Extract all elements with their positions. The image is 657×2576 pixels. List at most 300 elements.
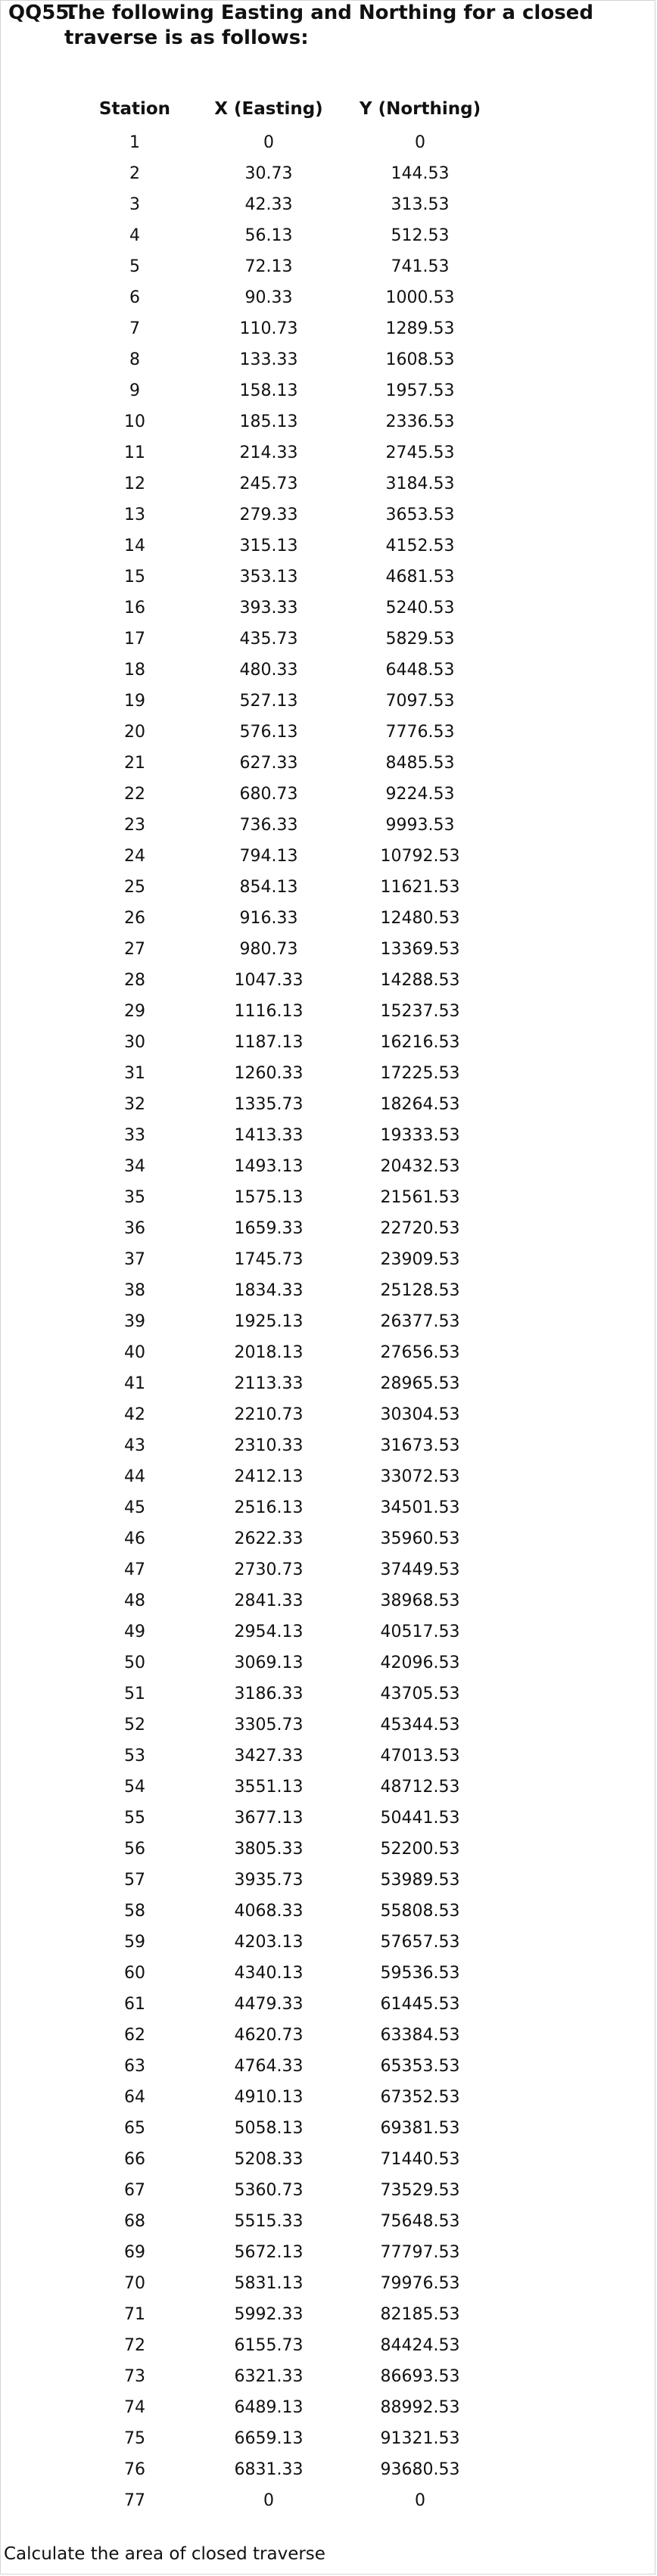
station-cell: 56	[124, 1840, 145, 1859]
header-station: Station	[98, 99, 171, 119]
easting-cell: 854.13	[239, 878, 298, 897]
northing-cell: 3653.53	[385, 506, 455, 524]
northing-cell: 65353.53	[380, 2057, 460, 2076]
table-row	[76, 1585, 496, 1616]
station-cell: 35	[124, 1188, 145, 1207]
northing-cell: 25128.53	[380, 1281, 460, 1300]
header-easting: X (Easting)	[214, 99, 323, 119]
table-row	[76, 2113, 496, 2144]
northing-cell: 741.53	[391, 257, 450, 276]
northing-cell: 1000.53	[385, 288, 455, 307]
table-row	[76, 2299, 496, 2330]
station-cell: 41	[124, 1374, 145, 1393]
station-cell: 31	[124, 1064, 145, 1083]
northing-cell: 55808.53	[380, 1902, 460, 1921]
easting-cell: 90.33	[244, 288, 293, 307]
table-row	[76, 934, 496, 965]
easting-cell: 2310.33	[234, 1436, 304, 1455]
northing-cell: 14288.53	[380, 971, 460, 990]
station-cell: 49	[124, 1622, 145, 1641]
station-cell: 77	[124, 2491, 145, 2510]
easting-cell: 5992.33	[234, 2305, 304, 2324]
easting-cell: 1413.33	[234, 1126, 304, 1145]
table-row	[76, 468, 496, 499]
easting-cell: 30.73	[244, 164, 293, 183]
northing-cell: 13369.53	[380, 940, 460, 959]
northing-cell: 6448.53	[385, 661, 455, 680]
station-cell: 70	[124, 2274, 145, 2293]
station-cell: 60	[124, 1964, 145, 1983]
easting-cell: 1745.73	[234, 1250, 304, 1269]
station-cell: 46	[124, 1529, 145, 1548]
northing-cell: 19333.53	[380, 1126, 460, 1145]
easting-cell: 680.73	[239, 785, 298, 804]
station-cell: 59	[124, 1933, 145, 1952]
easting-cell: 3677.13	[234, 1809, 304, 1828]
table-row	[76, 1213, 496, 1244]
northing-cell: 512.53	[391, 226, 450, 245]
easting-cell: 5208.33	[234, 2150, 304, 2169]
table-row	[76, 1616, 496, 1647]
table-row	[76, 2020, 496, 2051]
northing-cell: 4681.53	[385, 568, 455, 586]
northing-cell: 71440.53	[380, 2150, 460, 2169]
station-cell: 18	[124, 661, 145, 680]
table-row	[76, 1120, 496, 1151]
station-cell: 54	[124, 1778, 145, 1797]
northing-cell: 1608.53	[385, 350, 455, 369]
easting-cell: 916.33	[239, 909, 298, 928]
station-cell: 3	[129, 195, 140, 214]
station-cell: 69	[124, 2243, 145, 2262]
easting-cell: 1047.33	[234, 971, 304, 990]
station-cell: 28	[124, 971, 145, 990]
northing-cell: 16216.53	[380, 1033, 460, 1052]
table-row	[76, 810, 496, 841]
question-text-line-1: The following Easting and Northing for a closed	[64, 2, 593, 24]
table-row	[76, 2175, 496, 2206]
table-row	[76, 1275, 496, 1306]
table-row	[76, 2268, 496, 2299]
easting-cell: 1260.33	[234, 1064, 304, 1083]
northing-cell: 79976.53	[380, 2274, 460, 2293]
northing-cell: 5829.53	[385, 630, 455, 649]
easting-cell: 4910.13	[234, 2088, 304, 2107]
easting-cell: 5672.13	[234, 2243, 304, 2262]
station-cell: 61	[124, 1995, 145, 2014]
easting-cell: 3805.33	[234, 1840, 304, 1859]
station-cell: 36	[124, 1219, 145, 1238]
station-cell: 53	[124, 1747, 145, 1766]
northing-cell: 10792.53	[380, 847, 460, 866]
table-row	[76, 251, 496, 282]
easting-cell: 279.33	[239, 506, 298, 524]
station-cell: 10	[124, 412, 145, 431]
northing-cell: 50441.53	[380, 1809, 460, 1828]
easting-cell: 527.13	[239, 692, 298, 711]
northing-cell: 48712.53	[380, 1778, 460, 1797]
easting-cell: 6489.13	[234, 2398, 304, 2417]
station-cell: 8	[129, 350, 140, 369]
easting-cell: 6155.73	[234, 2336, 304, 2355]
easting-cell: 2210.73	[234, 1405, 304, 1424]
easting-cell: 4479.33	[234, 1995, 304, 2014]
northing-cell: 21561.53	[380, 1188, 460, 1207]
northing-cell: 45344.53	[380, 1716, 460, 1734]
table-row	[76, 686, 496, 717]
station-cell: 50	[124, 1654, 145, 1672]
station-cell: 68	[124, 2212, 145, 2231]
station-cell: 72	[124, 2336, 145, 2355]
northing-cell: 15237.53	[380, 1002, 460, 1021]
northing-cell: 23909.53	[380, 1250, 460, 1269]
table-row	[76, 1337, 496, 1368]
easting-cell: 72.13	[244, 257, 293, 276]
northing-cell: 86693.53	[380, 2367, 460, 2386]
northing-cell: 52200.53	[380, 1840, 460, 1859]
easting-cell: 3305.73	[234, 1716, 304, 1734]
easting-cell: 1116.13	[234, 1002, 304, 1021]
station-cell: 42	[124, 1405, 145, 1424]
station-cell: 5	[129, 257, 140, 276]
northing-cell: 31673.53	[380, 1436, 460, 1455]
station-cell: 13	[124, 506, 145, 524]
northing-cell: 12480.53	[380, 909, 460, 928]
table-row	[76, 1989, 496, 2020]
table-row	[76, 1772, 496, 1803]
northing-cell: 73529.53	[380, 2181, 460, 2200]
northing-cell: 4152.53	[385, 537, 455, 555]
station-cell: 15	[124, 568, 145, 586]
question-number: QQ55.	[8, 2, 77, 24]
table-row	[76, 313, 496, 344]
station-cell: 62	[124, 2026, 145, 2045]
easting-cell: 435.73	[239, 630, 298, 649]
table-row	[76, 1089, 496, 1120]
easting-cell: 2018.13	[234, 1343, 304, 1362]
northing-cell: 77797.53	[380, 2243, 460, 2262]
table-row	[76, 1306, 496, 1337]
easting-cell: 4068.33	[234, 1902, 304, 1921]
table-row	[76, 2485, 496, 2516]
northing-cell: 33072.53	[380, 1467, 460, 1486]
easting-cell: 4340.13	[234, 1964, 304, 1983]
station-cell: 20	[124, 723, 145, 742]
station-cell: 63	[124, 2057, 145, 2076]
easting-cell: 2516.13	[234, 1498, 304, 1517]
table-row	[76, 1834, 496, 1865]
station-cell: 66	[124, 2150, 145, 2169]
station-cell: 12	[124, 474, 145, 493]
table-row	[76, 375, 496, 406]
table-row	[76, 1523, 496, 1554]
station-cell: 22	[124, 785, 145, 804]
station-cell: 7	[129, 319, 140, 338]
northing-cell: 47013.53	[380, 1747, 460, 1766]
station-cell: 64	[124, 2088, 145, 2107]
northing-cell: 18264.53	[380, 1095, 460, 1114]
easting-cell: 42.33	[244, 195, 293, 214]
table-row	[76, 437, 496, 468]
table-row	[76, 2454, 496, 2485]
table-row	[76, 282, 496, 313]
easting-cell: 5058.13	[234, 2119, 304, 2138]
station-cell: 48	[124, 1591, 145, 1610]
northing-cell: 63384.53	[380, 2026, 460, 2045]
northing-cell: 2336.53	[385, 412, 455, 431]
station-cell: 26	[124, 909, 145, 928]
station-cell: 74	[124, 2398, 145, 2417]
northing-cell: 0	[415, 133, 425, 152]
northing-cell: 1957.53	[385, 381, 455, 400]
table-row	[76, 158, 496, 189]
table-row	[76, 655, 496, 686]
northing-cell: 37449.53	[380, 1560, 460, 1579]
northing-cell: 93680.53	[380, 2460, 460, 2479]
easting-cell: 353.13	[239, 568, 298, 586]
northing-cell: 61445.53	[380, 1995, 460, 2014]
station-cell: 65	[124, 2119, 145, 2138]
easting-cell: 6321.33	[234, 2367, 304, 2386]
easting-cell: 133.33	[239, 350, 298, 369]
northing-cell: 53989.53	[380, 1871, 460, 1890]
table-row	[76, 1927, 496, 1958]
station-cell: 76	[124, 2460, 145, 2479]
coordinates-table	[76, 91, 496, 2516]
northing-cell: 40517.53	[380, 1622, 460, 1641]
station-cell: 58	[124, 1902, 145, 1921]
easting-cell: 56.13	[244, 226, 293, 245]
easting-cell: 3935.73	[234, 1871, 304, 1890]
northing-cell: 1289.53	[385, 319, 455, 338]
easting-cell: 1493.13	[234, 1157, 304, 1176]
northing-cell: 22720.53	[380, 1219, 460, 1238]
station-cell: 17	[124, 630, 145, 649]
easting-cell: 5831.13	[234, 2274, 304, 2293]
table-row	[76, 872, 496, 903]
easting-cell: 794.13	[239, 847, 298, 866]
northing-cell: 57657.53	[380, 1933, 460, 1952]
easting-cell: 3186.33	[234, 1685, 304, 1703]
easting-cell: 480.33	[239, 661, 298, 680]
table-row	[76, 1430, 496, 1461]
table-row	[76, 1896, 496, 1927]
easting-cell: 315.13	[239, 537, 298, 555]
easting-cell: 158.13	[239, 381, 298, 400]
table-row	[76, 903, 496, 934]
station-cell: 67	[124, 2181, 145, 2200]
station-cell: 2	[129, 164, 140, 183]
table-row	[76, 1492, 496, 1523]
northing-cell: 313.53	[391, 195, 450, 214]
easting-cell: 1659.33	[234, 1219, 304, 1238]
northing-cell: 42096.53	[380, 1654, 460, 1672]
station-cell: 45	[124, 1498, 145, 1517]
table-row	[76, 1710, 496, 1741]
table-row	[76, 344, 496, 375]
table-row	[76, 1027, 496, 1058]
table-row	[76, 2423, 496, 2454]
table-row	[76, 748, 496, 779]
northing-cell: 67352.53	[380, 2088, 460, 2107]
table-row	[76, 2237, 496, 2268]
northing-cell: 17225.53	[380, 1064, 460, 1083]
easting-cell: 6659.13	[234, 2429, 304, 2448]
easting-cell: 980.73	[239, 940, 298, 959]
station-cell: 43	[124, 1436, 145, 1455]
table-row	[76, 1678, 496, 1710]
station-cell: 37	[124, 1250, 145, 1269]
easting-cell: 736.33	[239, 816, 298, 835]
northing-cell: 35960.53	[380, 1529, 460, 1548]
station-cell: 1	[129, 133, 140, 152]
table-row	[76, 2206, 496, 2237]
easting-cell: 2622.33	[234, 1529, 304, 1548]
table-row	[76, 530, 496, 562]
easting-cell: 4764.33	[234, 2057, 304, 2076]
easting-cell: 6831.33	[234, 2460, 304, 2479]
northing-cell: 91321.53	[380, 2429, 460, 2448]
easting-cell: 4620.73	[234, 2026, 304, 2045]
question-text-line-2: traverse is as follows:	[64, 26, 309, 49]
northing-cell: 59536.53	[380, 1964, 460, 1983]
station-cell: 71	[124, 2305, 145, 2324]
table-row	[76, 2330, 496, 2361]
station-cell: 55	[124, 1809, 145, 1828]
easting-cell: 3427.33	[234, 1747, 304, 1766]
easting-cell: 5515.33	[234, 2212, 304, 2231]
table-row	[76, 1058, 496, 1089]
table-row	[76, 1741, 496, 1772]
table-row	[76, 1554, 496, 1585]
northing-cell: 9224.53	[385, 785, 455, 804]
station-cell: 23	[124, 816, 145, 835]
table-header-row	[76, 91, 496, 127]
question-heading	[8, 1, 629, 51]
station-cell: 34	[124, 1157, 145, 1176]
table-row	[76, 1958, 496, 1989]
easting-cell: 2730.73	[234, 1560, 304, 1579]
northing-cell: 38968.53	[380, 1591, 460, 1610]
easting-cell: 1187.13	[234, 1033, 304, 1052]
station-cell: 21	[124, 754, 145, 773]
easting-cell: 0	[263, 2491, 274, 2510]
northing-cell: 69381.53	[380, 2119, 460, 2138]
easting-cell: 245.73	[239, 474, 298, 493]
northing-cell: 3184.53	[385, 474, 455, 493]
northing-cell: 34501.53	[380, 1498, 460, 1517]
table-row	[76, 562, 496, 593]
table-row	[76, 717, 496, 748]
easting-cell: 214.33	[239, 443, 298, 462]
northing-cell: 8485.53	[385, 754, 455, 773]
easting-cell: 4203.13	[234, 1933, 304, 1952]
easting-cell: 0	[263, 133, 274, 152]
northing-cell: 11621.53	[380, 878, 460, 897]
table-row	[76, 1865, 496, 1896]
table-row	[76, 499, 496, 530]
northing-cell: 30304.53	[380, 1405, 460, 1424]
northing-cell: 28965.53	[380, 1374, 460, 1393]
station-cell: 40	[124, 1343, 145, 1362]
easting-cell: 2113.33	[234, 1374, 304, 1393]
station-cell: 73	[124, 2367, 145, 2386]
table-row	[76, 996, 496, 1027]
table-row	[76, 1368, 496, 1399]
station-cell: 75	[124, 2429, 145, 2448]
station-cell: 25	[124, 878, 145, 897]
station-cell: 14	[124, 537, 145, 555]
table-row	[76, 779, 496, 810]
northing-cell: 7097.53	[385, 692, 455, 711]
station-cell: 29	[124, 1002, 145, 1021]
northing-cell: 2745.53	[385, 443, 455, 462]
northing-cell: 88992.53	[380, 2398, 460, 2417]
table-row	[76, 1151, 496, 1182]
station-cell: 51	[124, 1685, 145, 1703]
station-cell: 44	[124, 1467, 145, 1486]
station-cell: 57	[124, 1871, 145, 1890]
station-cell: 38	[124, 1281, 145, 1300]
easting-cell: 1335.73	[234, 1095, 304, 1114]
table-row	[76, 841, 496, 872]
table-row	[76, 220, 496, 251]
station-cell: 47	[124, 1560, 145, 1579]
easting-cell: 3069.13	[234, 1654, 304, 1672]
table-row	[76, 593, 496, 624]
northing-cell: 27656.53	[380, 1343, 460, 1362]
table-row	[76, 624, 496, 655]
easting-cell: 110.73	[239, 319, 298, 338]
northing-cell: 26377.53	[380, 1312, 460, 1331]
easting-cell: 1575.13	[234, 1188, 304, 1207]
table-row	[76, 1803, 496, 1834]
table-row	[76, 2361, 496, 2392]
station-cell: 6	[129, 288, 140, 307]
station-cell: 27	[124, 940, 145, 959]
easting-cell: 627.33	[239, 754, 298, 773]
easting-cell: 185.13	[239, 412, 298, 431]
question-line-1	[8, 1, 629, 26]
station-cell: 30	[124, 1033, 145, 1052]
northing-cell: 20432.53	[380, 1157, 460, 1176]
table-row	[76, 406, 496, 437]
table-row	[76, 2392, 496, 2423]
table-row	[76, 1461, 496, 1492]
northing-cell: 84424.53	[380, 2336, 460, 2355]
northing-cell: 9993.53	[385, 816, 455, 835]
easting-cell: 393.33	[239, 599, 298, 618]
station-cell: 16	[124, 599, 145, 618]
table-row	[76, 1182, 496, 1213]
table-row	[76, 2082, 496, 2113]
table-row	[76, 1647, 496, 1678]
table-row	[76, 189, 496, 220]
table-row	[76, 2144, 496, 2175]
easting-cell: 1834.33	[234, 1281, 304, 1300]
easting-cell: 5360.73	[234, 2181, 304, 2200]
easting-cell: 3551.13	[234, 1778, 304, 1797]
easting-cell: 2841.33	[234, 1591, 304, 1610]
table-row	[76, 1399, 496, 1430]
station-cell: 32	[124, 1095, 145, 1114]
station-cell: 4	[129, 226, 140, 245]
table-row	[76, 1244, 496, 1275]
easting-cell: 2412.13	[234, 1467, 304, 1486]
northing-cell: 0	[415, 2491, 425, 2510]
table-row	[76, 965, 496, 996]
station-cell: 19	[124, 692, 145, 711]
